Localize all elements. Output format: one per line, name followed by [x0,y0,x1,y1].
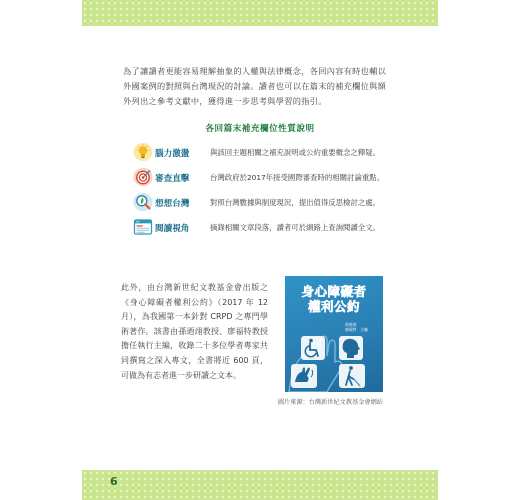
intro-paragraph: 為了讓讀者更能容易理解抽象的人權與法律概念，各回內容有時也輔以外國案例的對照與台灣現況的討論。讀者也可以在篇末的補充欄位與額外列出之參考文獻中，獲得進一步思考與學習的指引。 [123,66,387,106]
row-description: 台灣政府於2017年接受國際審查時的相關討論重點。 [210,173,385,182]
row-label: 想想台灣 [155,199,190,209]
supplement-row-brainstorm [133,142,403,162]
supplement-row-reading [133,217,403,237]
image-caption: 圖片來源：台灣新世紀文教基金會網站 [277,399,383,406]
supplement-row-taiwan [133,192,403,212]
accessibility-symbols-illustration [285,332,383,392]
book-title: 身心障礙者 權利公約 [301,284,367,314]
row-description: 對照台灣數據與制度現況，提出值得反思檢討之處。 [210,198,380,207]
row-label: 閱讀視角 [155,224,190,234]
lightbulb-icon [133,142,153,162]
row-label: 腦力激盪 [155,149,190,159]
browser-window-icon [133,217,153,237]
row-label: 審查直擊 [155,174,190,184]
bottom-decorative-band [82,470,438,500]
body-paragraph: 此外，由台灣新世紀文教基金會出版之《身心障礙者權利公約》（2017 年 12月），為我國第一本針對 CRPD 之專門學術著作。該書由孫迺翊教授、廖福特教授擔任執行主編，收錄二十多位學者專家共同撰寫之深入專文，全書將近 600 頁，可做為有志者進一步研讀之文本。 [121,283,268,380]
top-decorative-band [82,0,438,26]
row-description: 與該回主題相關之補充說明或公約重要概念之釋疑。 [210,148,380,157]
page-number: 6 [110,475,118,488]
supplement-section-title: 各回篇末補充欄位性質說明 [205,124,315,134]
supplement-row-review [133,167,403,187]
row-description: 摘錄相關文章段落，讀者可於網路上查詢閱讀全文。 [210,223,380,232]
book-cover-image [285,276,383,392]
magnifier-taiwan-icon [133,192,153,212]
book-authors: 孫迺翊 廖福特 主編 [345,322,368,332]
target-icon [133,167,153,187]
